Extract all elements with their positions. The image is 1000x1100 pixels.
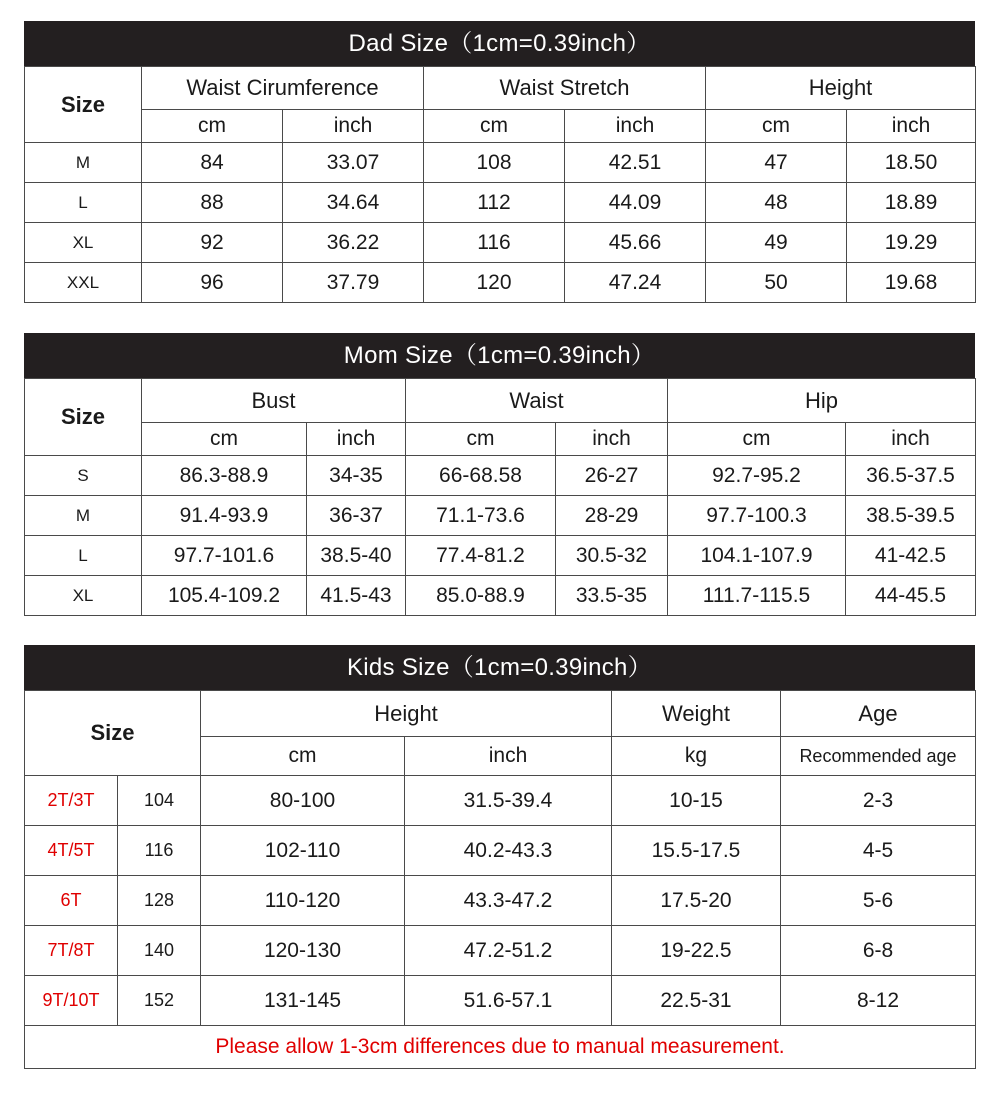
table-cell: 66-68.58 [406,456,556,496]
unit-header: Recommended age [781,737,976,776]
kids-table-title: Kids Size（1cm=0.39inch） [24,645,975,690]
table-cell: 45.66 [565,223,706,263]
table-cell: 131-145 [201,976,405,1026]
table-cell: 44.09 [565,183,706,223]
table-cell: 26-27 [556,456,668,496]
kids-size-table [24,645,975,1069]
unit-header: cm [406,423,556,456]
table-cell: 37.79 [283,263,424,303]
table-cell: 22.5-31 [612,976,781,1026]
table-cell: 18.50 [847,143,976,183]
table-cell: 97.7-101.6 [142,536,307,576]
table-cell: 36.5-37.5 [846,456,976,496]
group-header-waist: Waist [406,379,668,423]
table-cell: 19-22.5 [612,926,781,976]
table-cell: 44-45.5 [846,576,976,616]
unit-header: inch [847,110,976,143]
table-cell: 31.5-39.4 [405,776,612,826]
group-header-age: Age [781,691,976,737]
table-cell: 43.3-47.2 [405,876,612,926]
unit-header: inch [556,423,668,456]
table-cell: 34-35 [307,456,406,496]
kids-size-label: 7T/8T [25,926,118,976]
table-cell: 5-6 [781,876,976,926]
kids-size-number: 152 [118,976,201,1026]
size-column-header: Size [25,691,201,776]
kids-size-label: 2T/3T [25,776,118,826]
table-cell: 120-130 [201,926,405,976]
mom-size-table [24,333,975,616]
kids-size-number: 128 [118,876,201,926]
table-cell: 91.4-93.9 [142,496,307,536]
table-cell: 10-15 [612,776,781,826]
table-cell: 41.5-43 [307,576,406,616]
table-cell: 38.5-40 [307,536,406,576]
table-cell: 116 [424,223,565,263]
table-row [25,576,976,616]
unit-header: cm [424,110,565,143]
table-cell: 85.0-88.9 [406,576,556,616]
measurement-note: Please allow 1-3cm differences due to manual measurement. [25,1026,976,1069]
table-cell: 104.1-107.9 [668,536,846,576]
table-cell: 77.4-81.2 [406,536,556,576]
table-cell: 19.29 [847,223,976,263]
size-label: L [25,536,142,576]
table-row [25,143,976,183]
table-cell: 105.4-109.2 [142,576,307,616]
table-row [25,926,976,976]
table-cell: 47 [706,143,847,183]
unit-header: inch [283,110,424,143]
kids-size-grid [24,690,976,1069]
group-header-bust: Bust [142,379,406,423]
table-row [25,876,976,926]
table-cell: 34.64 [283,183,424,223]
table-cell: 47.24 [565,263,706,303]
unit-header: inch [565,110,706,143]
table-cell: 47.2-51.2 [405,926,612,976]
kids-size-label: 9T/10T [25,976,118,1026]
table-cell: 120 [424,263,565,303]
table-cell: 18.89 [847,183,976,223]
table-cell: 86.3-88.9 [142,456,307,496]
table-cell: 84 [142,143,283,183]
table-row [25,183,976,223]
unit-header: cm [142,423,307,456]
table-cell: 88 [142,183,283,223]
table-row [25,776,976,826]
table-cell: 71.1-73.6 [406,496,556,536]
unit-header: inch [307,423,406,456]
table-cell: 92.7-95.2 [668,456,846,496]
table-cell: 97.7-100.3 [668,496,846,536]
table-cell: 38.5-39.5 [846,496,976,536]
table-cell: 41-42.5 [846,536,976,576]
table-cell: 36-37 [307,496,406,536]
group-header-height: Height [201,691,612,737]
size-column-header: Size [25,379,142,456]
size-label: S [25,456,142,496]
table-cell: 80-100 [201,776,405,826]
kids-size-number: 104 [118,776,201,826]
table-cell: 33.07 [283,143,424,183]
dad-table-title: Dad Size（1cm=0.39inch） [24,21,975,66]
table-cell: 19.68 [847,263,976,303]
table-cell: 102-110 [201,826,405,876]
kids-size-label: 6T [25,876,118,926]
table-cell: 50 [706,263,847,303]
table-cell: 49 [706,223,847,263]
size-label: M [25,143,142,183]
table-cell: 33.5-35 [556,576,668,616]
kids-size-number: 140 [118,926,201,976]
table-row [25,263,976,303]
unit-header: cm [706,110,847,143]
unit-header: cm [142,110,283,143]
table-cell: 28-29 [556,496,668,536]
table-cell: 6-8 [781,926,976,976]
size-label: XL [25,576,142,616]
unit-header: kg [612,737,781,776]
table-cell: 111.7-115.5 [668,576,846,616]
table-row [25,536,976,576]
mom-table-title: Mom Size（1cm=0.39inch） [24,333,975,378]
size-column-header: Size [25,67,142,143]
size-label: L [25,183,142,223]
unit-header: cm [201,737,405,776]
table-row [25,223,976,263]
table-cell: 48 [706,183,847,223]
table-cell: 15.5-17.5 [612,826,781,876]
unit-header: inch [846,423,976,456]
table-cell: 30.5-32 [556,536,668,576]
table-row [25,976,976,1026]
table-cell: 51.6-57.1 [405,976,612,1026]
mom-size-grid [24,378,976,616]
size-label: XL [25,223,142,263]
table-cell: 4-5 [781,826,976,876]
size-label: XXL [25,263,142,303]
table-cell: 110-120 [201,876,405,926]
group-header-hip: Hip [668,379,976,423]
group-header-height: Height [706,67,976,110]
table-cell: 17.5-20 [612,876,781,926]
dad-size-grid [24,66,976,303]
group-header-waist-circumference: Waist Cirumference [142,67,424,110]
table-cell: 8-12 [781,976,976,1026]
table-cell: 108 [424,143,565,183]
table-cell: 40.2-43.3 [405,826,612,876]
table-cell: 112 [424,183,565,223]
table-row [25,496,976,536]
unit-header: inch [405,737,612,776]
table-row [25,826,976,876]
group-header-waist-stretch: Waist Stretch [424,67,706,110]
table-cell: 42.51 [565,143,706,183]
unit-header: cm [668,423,846,456]
table-cell: 2-3 [781,776,976,826]
group-header-weight: Weight [612,691,781,737]
table-cell: 96 [142,263,283,303]
size-label: M [25,496,142,536]
table-cell: 36.22 [283,223,424,263]
table-row [25,456,976,496]
kids-size-label: 4T/5T [25,826,118,876]
dad-size-table [24,21,975,303]
table-cell: 92 [142,223,283,263]
kids-size-number: 116 [118,826,201,876]
